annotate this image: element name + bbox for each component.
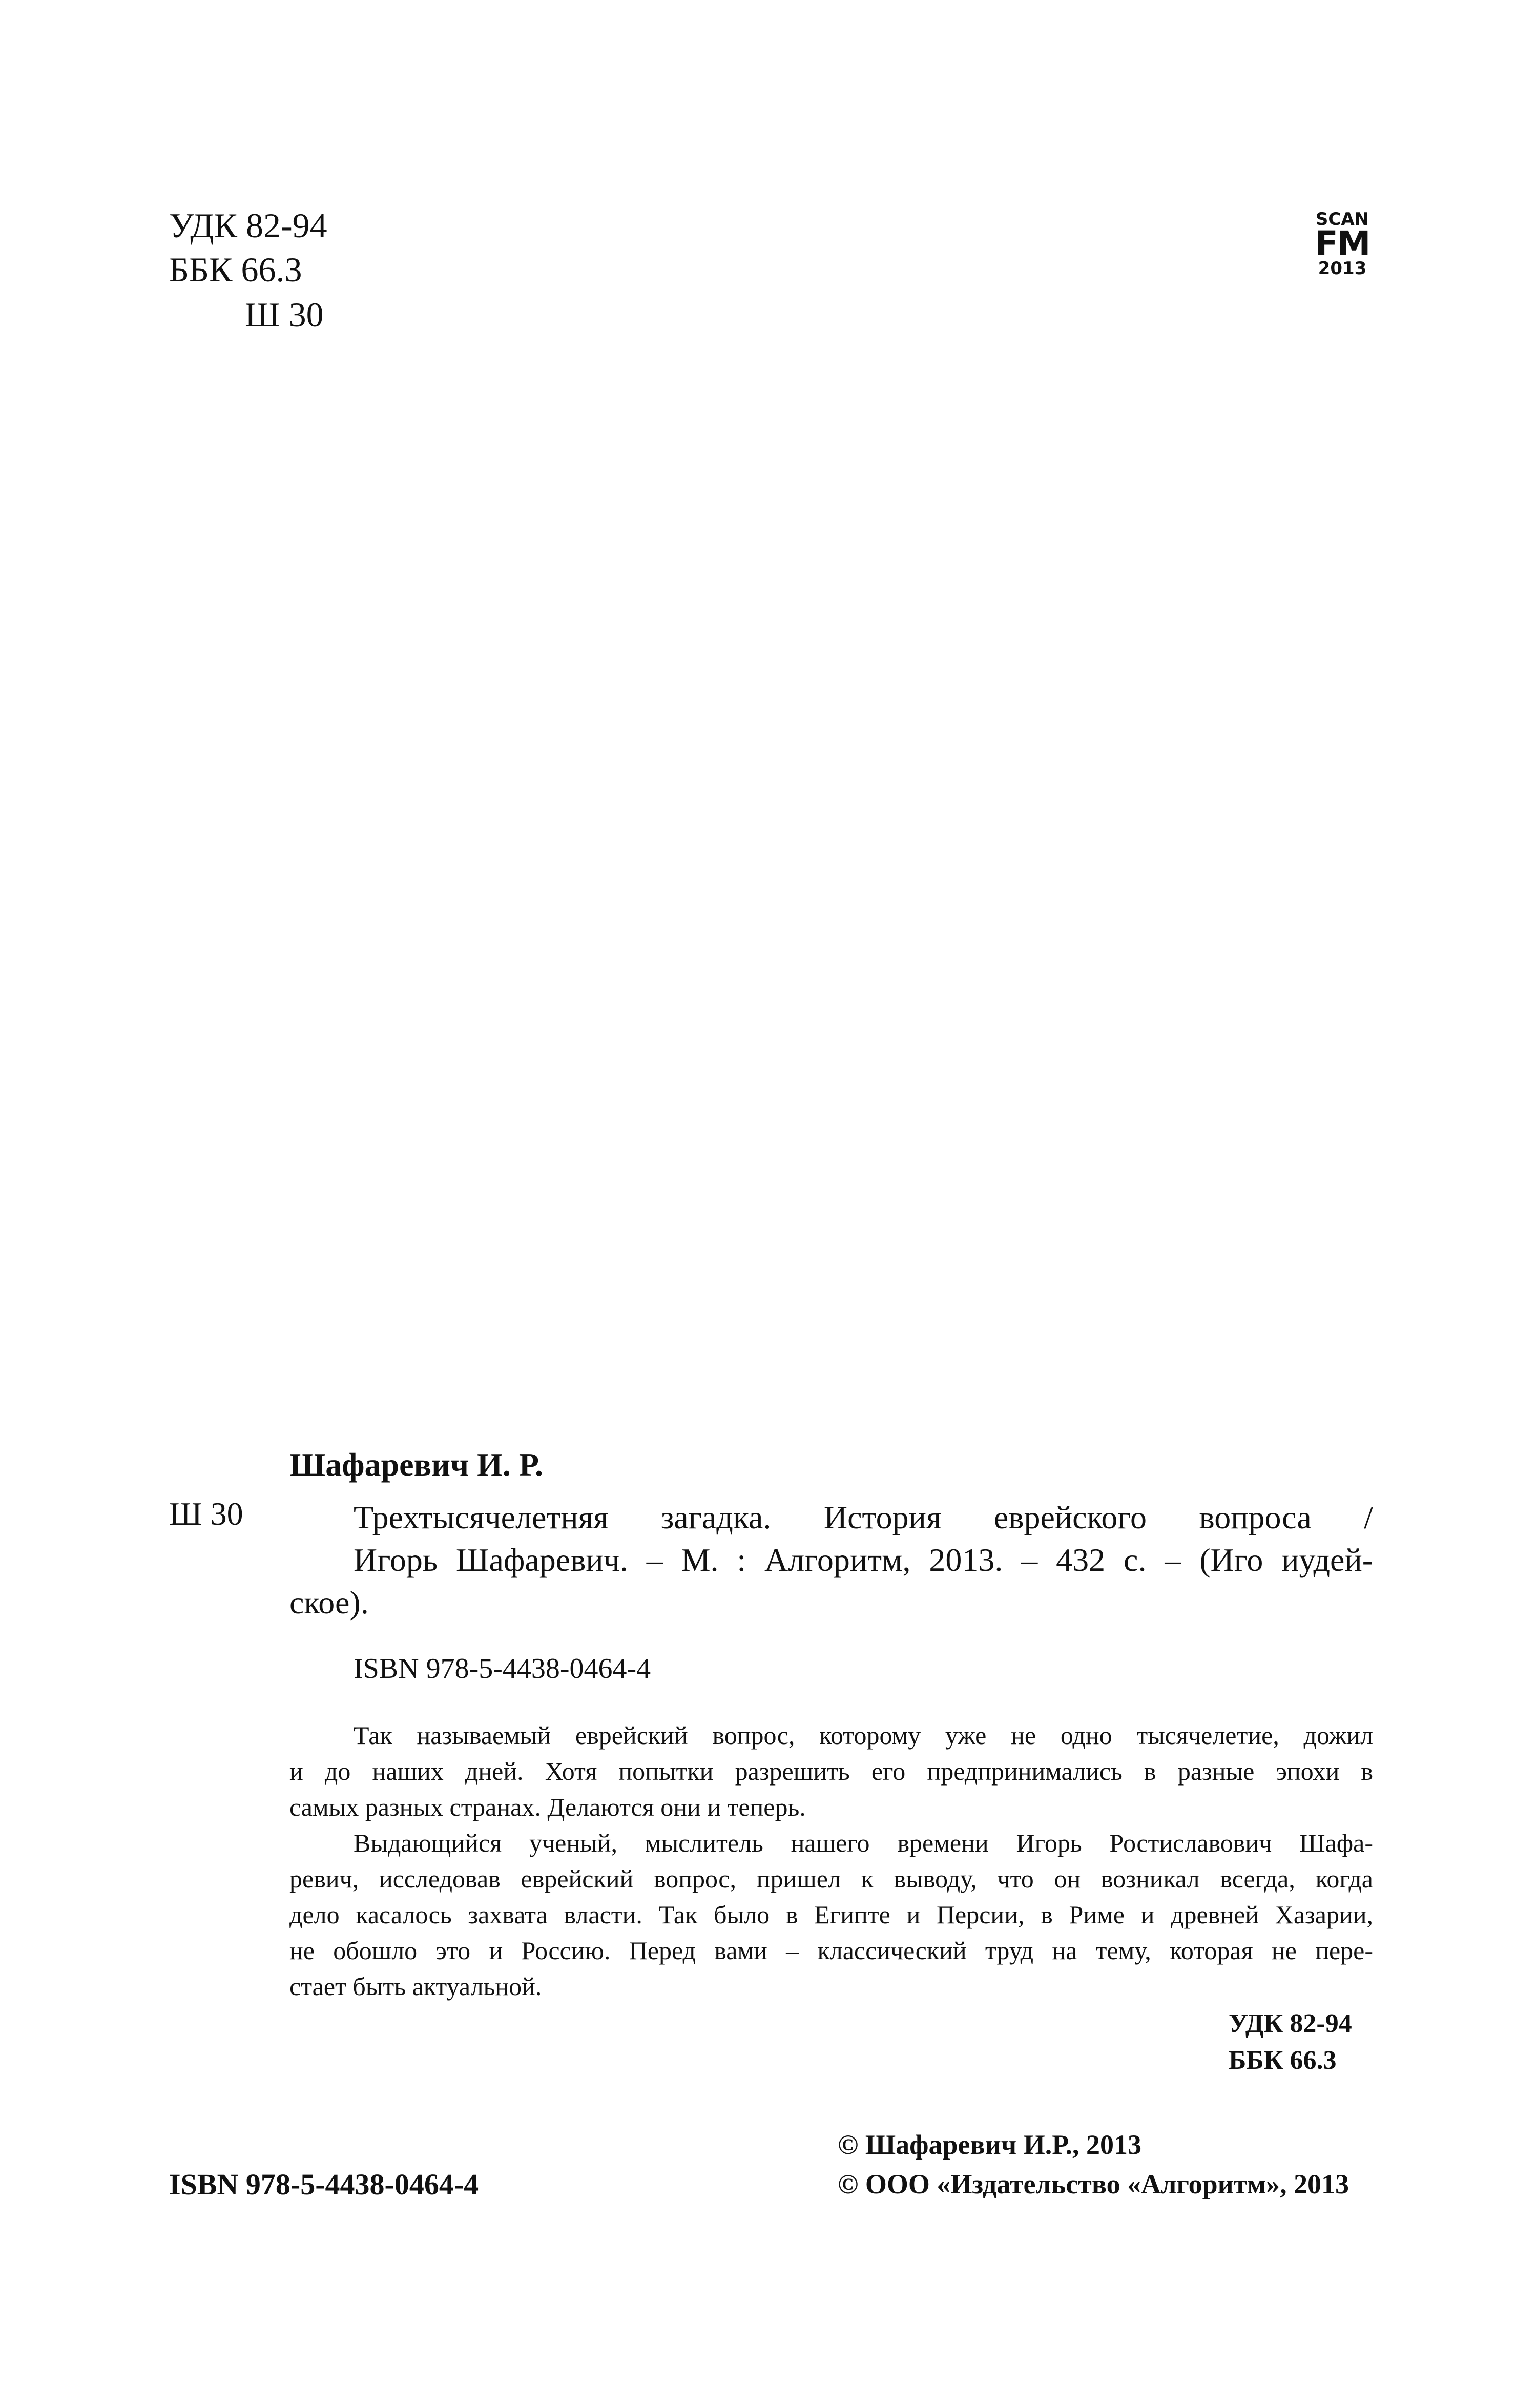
abstract-line: ревич, исследовав еврейский вопрос, пришел к выводу, что он возникал всегда, когда: [289, 1864, 1373, 1893]
copyright-author: © Шафаревич И.Р., 2013: [838, 2129, 1141, 2160]
scan-fm-logo: [1312, 210, 1373, 278]
bbk-code: ББК 66.3: [169, 250, 302, 289]
abstract-line: стает быть актуальной.: [289, 1972, 542, 2001]
card-code: Ш 30: [169, 1496, 243, 1532]
abstract-line: Выдающийся ученый, мыслитель нашего времени Игорь Ростиславович Шафа-: [354, 1829, 1373, 1857]
card-bbk: ББК 66.3: [1229, 2046, 1337, 2075]
udk-code: УДК 82-94: [169, 206, 327, 245]
logo-year-text: 2013: [1318, 258, 1367, 279]
description-line: Игорь Шафаревич. – М. : Алгоритм, 2013. – 432 с. – (Иго иудей-: [354, 1542, 1373, 1578]
footer-isbn: ISBN 978-5-4438-0464-4: [169, 2168, 479, 2201]
description-line: Трехтысячелетняя загадка. История еврейского вопроса /: [354, 1499, 1373, 1535]
copyright-publisher: © ООО «Издательство «Алгоритм», 2013: [838, 2169, 1349, 2199]
card-isbn: ISBN 978-5-4438-0464-4: [354, 1653, 651, 1685]
abstract-line: и до наших дней. Хотя попытки разрешить его предпринимались в разные эпохи в: [289, 1757, 1373, 1786]
abstract-line: дело касалось захвата власти. Так было в Египте и Персии, в Риме и древней Хазарии,: [289, 1900, 1373, 1929]
abstract-line: Так называемый еврейский вопрос, которому уже не одно тысячелетие, дожил: [354, 1721, 1373, 1750]
logo-fm-text: FM: [1315, 224, 1370, 263]
abstract-line: самых разных странах. Делаются они и теперь.: [289, 1793, 806, 1821]
abstract-line: не обошло это и Россию. Перед вами – классический труд на тему, которая не пере-: [289, 1936, 1373, 1965]
author-sign: Ш 30: [245, 295, 324, 334]
logo-scan-text: SCAN: [1315, 209, 1369, 230]
card-author: Шафаревич И. Р.: [289, 1446, 543, 1483]
description-line: ское).: [289, 1584, 369, 1621]
card-udk: УДК 82-94: [1229, 2009, 1352, 2038]
